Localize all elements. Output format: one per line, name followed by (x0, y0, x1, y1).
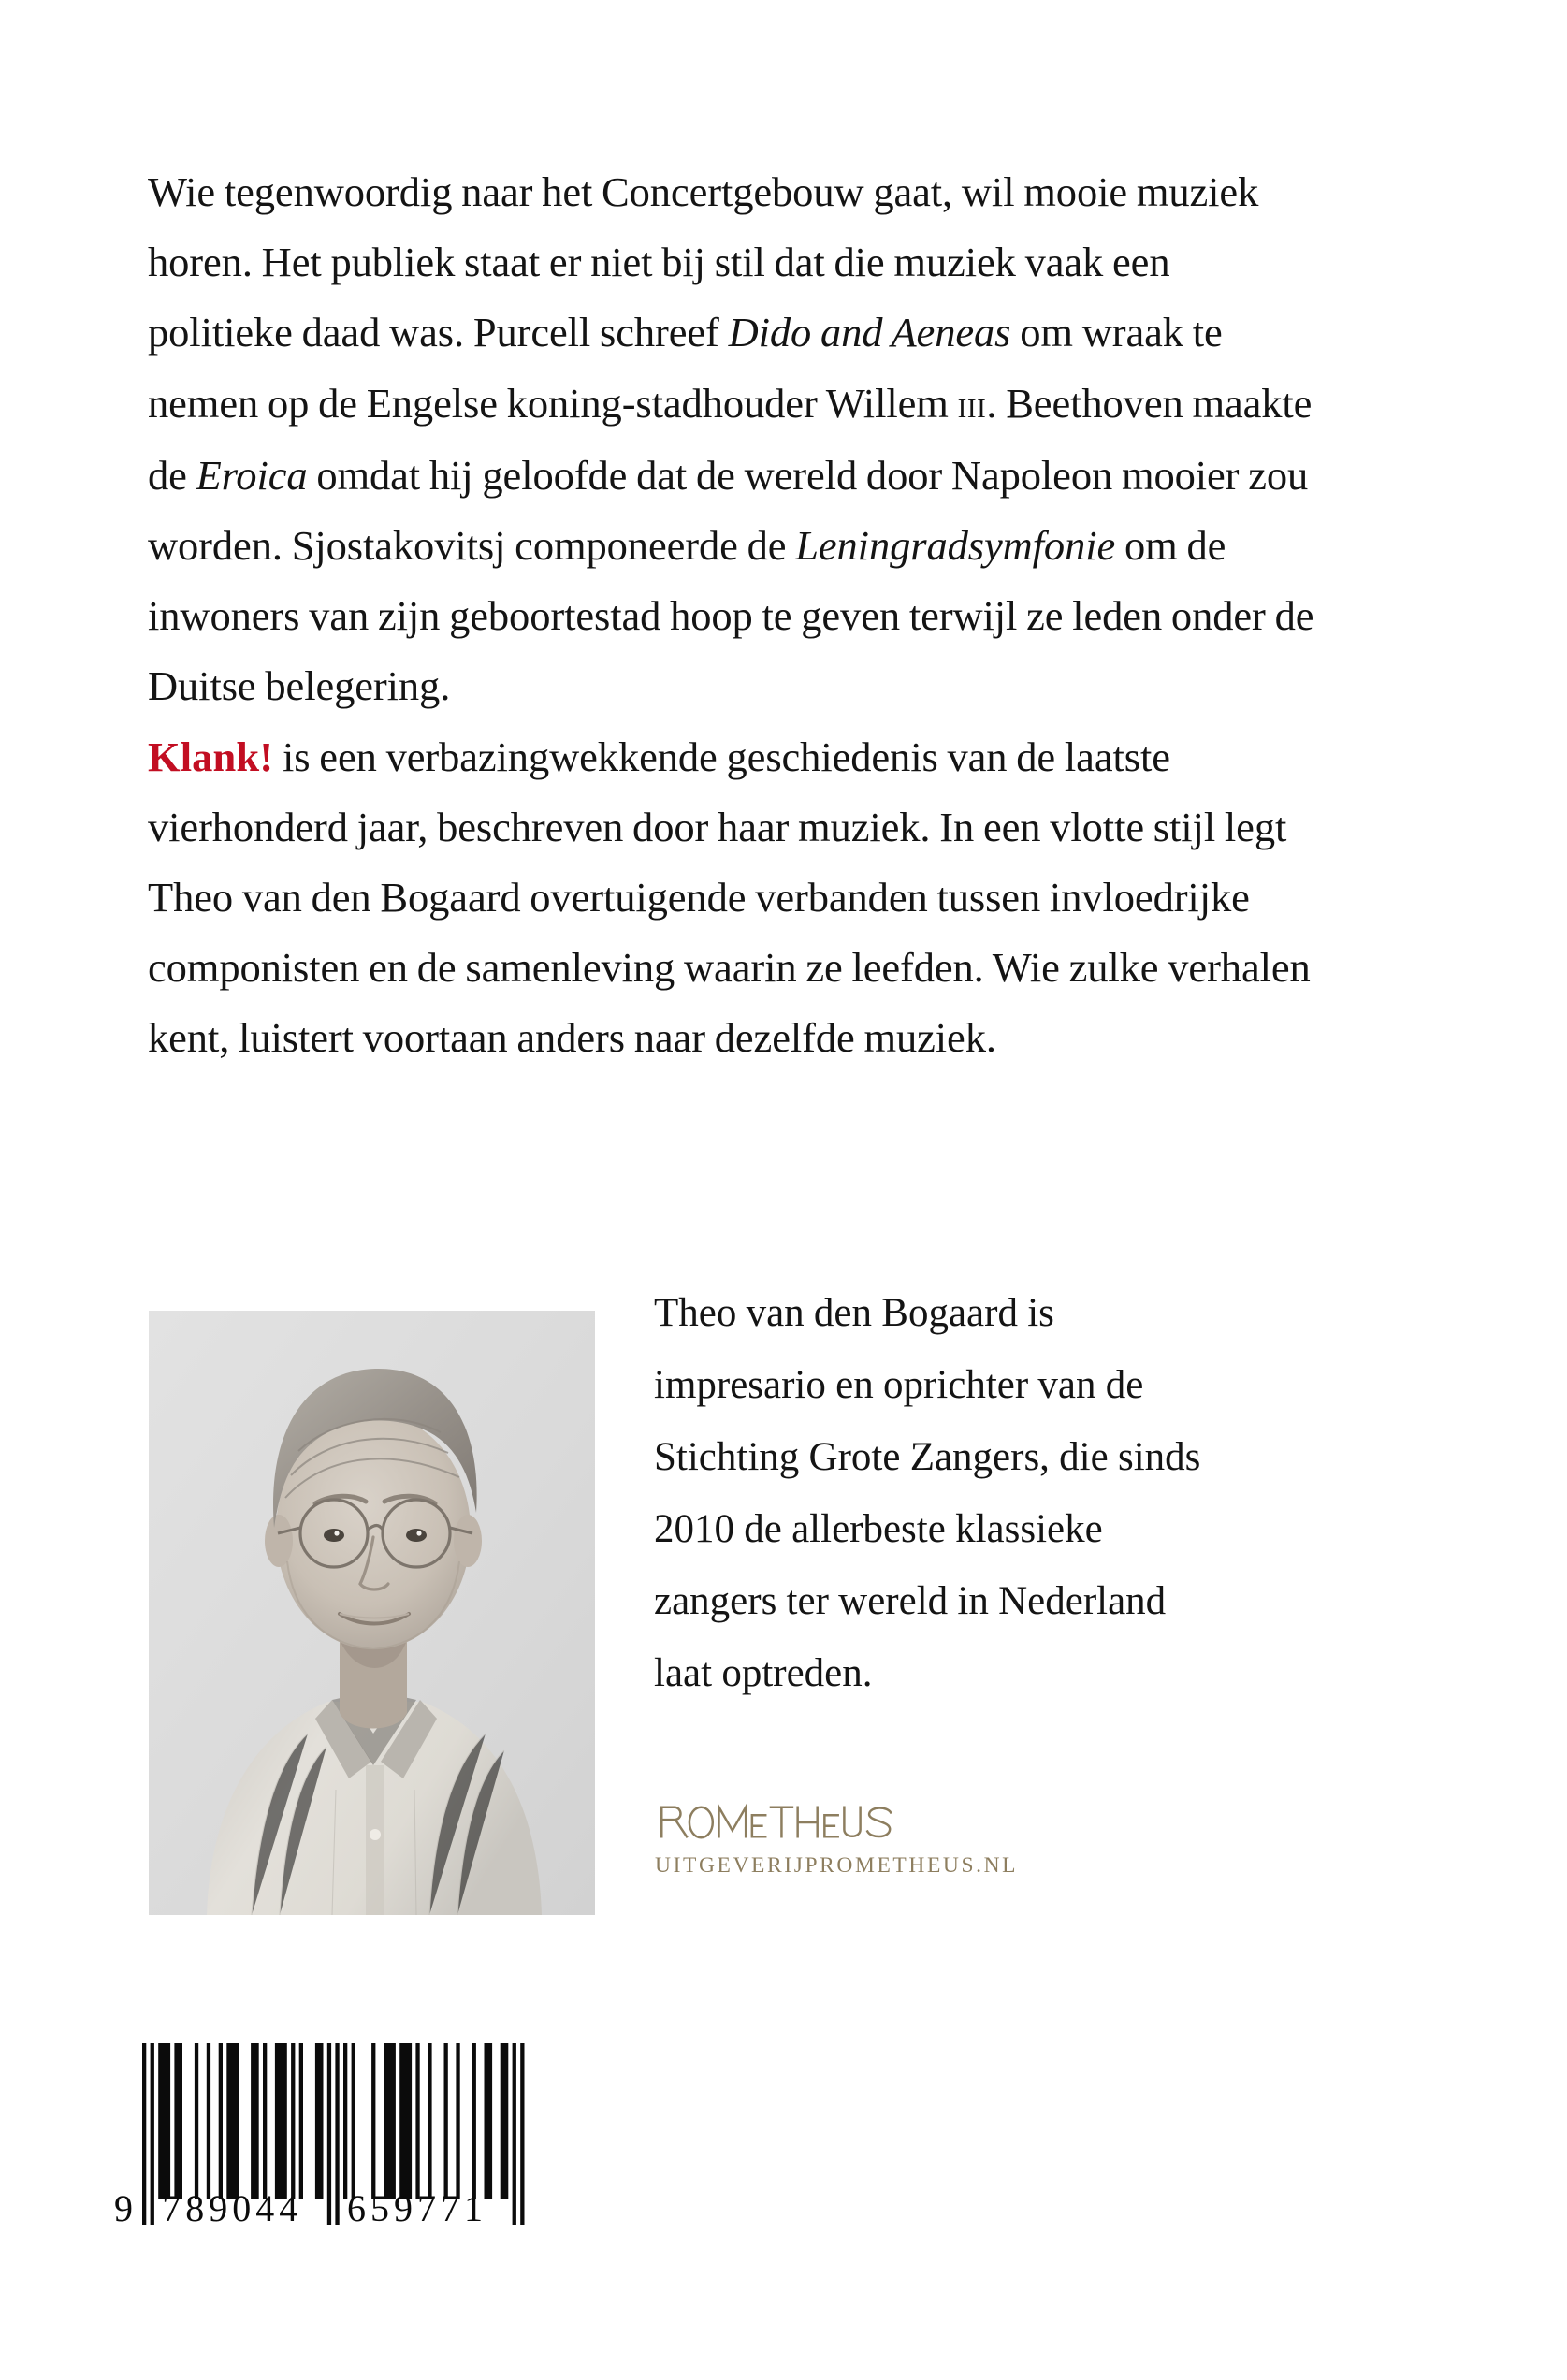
blurb-paragraph-1 (148, 157, 1317, 722)
book-title-klank: Klank! (148, 733, 274, 780)
blurb-p2-seg-0: is een verbazingwekkende geschiedenis van de laatste vierhonderd jaar, beschreven door haar muziek. In een vlotte stijl legt Theo van den Bogaard overtuigende verbanden tussen invloedrijke componisten en de samenleving waarin ze leefden. Wie zulke verhalen kent, luistert voortaan anders naar dezelfde muziek. (148, 733, 1311, 1062)
author-bio (654, 1277, 1225, 1709)
blurb-paragraph-2 (148, 722, 1317, 1074)
author-bio-text: Theo van den Bogaard is impresario en oprichter van de Stichting Grote Zangers, die sinds 2010 de allerbeste klassieke zangers ter wereld in Nederland laat optreden. (654, 1291, 1201, 1695)
blurb-seg-6: omdat hij geloofde dat de wereld door Napoleon mooier zou worden. Sjostakovitsj componeerde de (148, 451, 1309, 570)
blurb-text (148, 157, 1317, 1074)
publisher-block (655, 1801, 1235, 1879)
blurb-seg-0: Wie tegenwoordig naar het Concertgebouw gaat, wil mooie muziek horen. Het publiek staat er niet bij stil dat die muziek vaak een politieke daad was. Purcell schreef (148, 168, 1259, 356)
svg-text:659771: 659771 (347, 2187, 487, 2229)
work-title-leningradsymfonie: Leningradsymfonie (795, 522, 1116, 570)
svg-text:789044: 789044 (162, 2187, 303, 2229)
blurb-seg-2: om wraak te nemen op de Engelse koning-stadhouder Willem (148, 309, 1223, 427)
ean13-barcode-svg (110, 2038, 634, 2271)
svg-text:9: 9 (114, 2187, 138, 2229)
publisher-url[interactable]: UITGEVERIJPROMETHEUS.NL (655, 1853, 1019, 1878)
blurb-seg-8: om de inwoners van zijn geboortestad hoop te geven terwijl ze leden onder de Duitse belegering. (148, 522, 1314, 710)
regnal-number-iii: iii (957, 383, 987, 427)
blurb-seg-4: . Beethoven maakte de (148, 379, 1313, 499)
author-portrait-photo (149, 1311, 595, 1915)
prometheus-logo (655, 1801, 926, 1842)
author-portrait-illustration (149, 1311, 595, 1915)
work-title-eroica: Eroica (196, 451, 308, 499)
isbn-barcode (110, 2038, 634, 2271)
work-title-dido-and-aeneas: Dido and Aeneas (728, 309, 1011, 356)
